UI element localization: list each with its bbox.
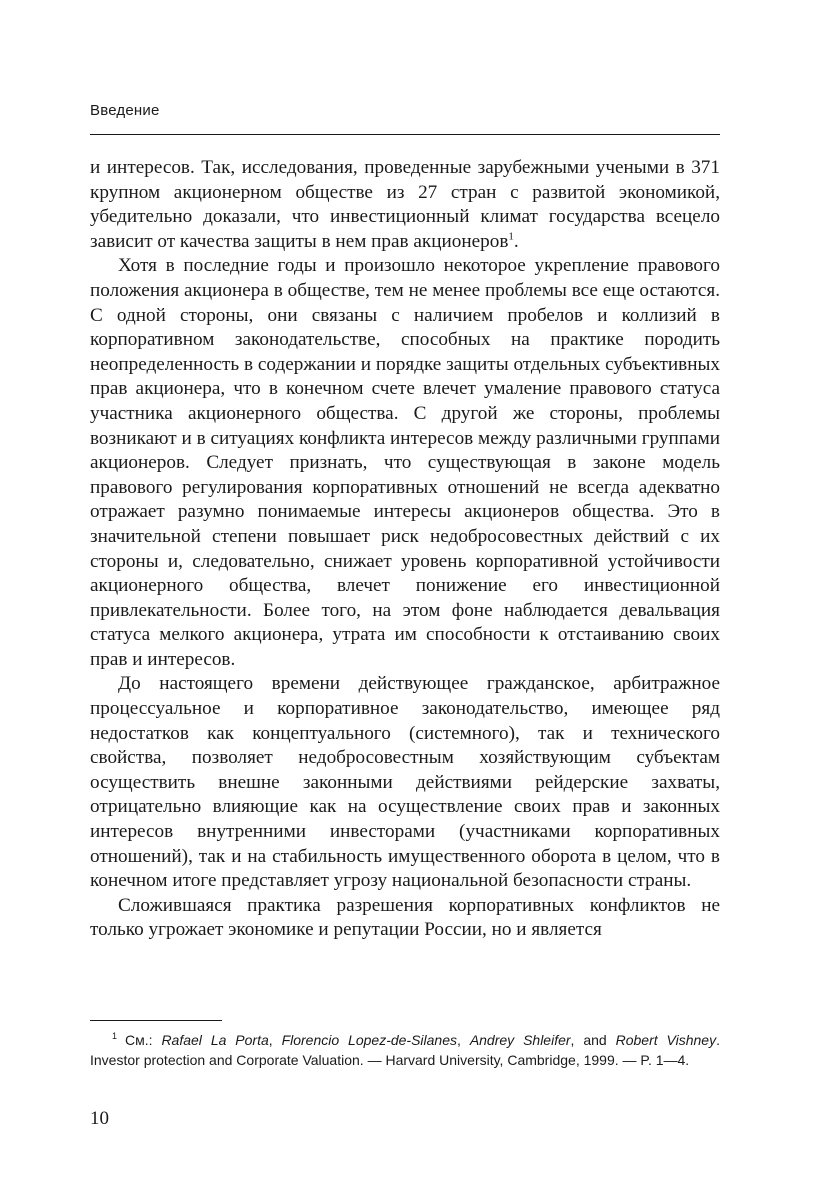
paragraph-4: Сложившаяся практика разрешения корпоративных конфликтов не только угрожает экономике и репутации России, но и является — [90, 894, 720, 941]
body-text — [90, 156, 720, 943]
footnote-author-1: Rafael La Porta — [161, 1032, 269, 1048]
paragraph-2: Хотя в последние годы и произошло некоторое укрепление правового положения акционера в обществе, тем не менее проблемы все еще остаются. С одной стороны, они связаны с наличием пробелов и коллизий в корпоративном законодательстве, способных на практике породить неопределенность в содержании и порядке защиты отдельных субъективных прав акционера, что в конечном счете влечет умаление правового статуса участника акционерного общества. С другой же стороны, проблемы возникают и в ситуациях конфликта интересов между различными группами акционеров. Следует признать, что существующая в законе модель правового регулирования корпоративных отношений не всегда адекватно отражает разумно понимаемые интересы акционеров общества. Это в значительной степени повышает риск недобросовестных действий с их стороны и, следовательно, снижает уровень корпоративной устойчивости акционерного общества, влечет понижение его инвестиционной привлекательности. Более того, на этом фоне наблюдается девальвация статуса мелкого акционера, утрата им способности к отстаиванию своих прав и интересов. — [90, 255, 720, 670]
footnote-prefix: См.: — [125, 1032, 162, 1048]
footnote-mark: 1 — [112, 1031, 118, 1042]
footnote-reference: 1 — [508, 230, 514, 243]
footnote-author-4: Robert Vishney — [615, 1032, 717, 1048]
footnote-divider — [90, 1020, 222, 1021]
header-divider — [90, 134, 720, 135]
footnote-rest: . Investor protection and Corporate Valuation. — Harvard University, Cambridge, 1999. — P. 1—4. — [90, 1032, 720, 1068]
page-number: 10 — [90, 1108, 109, 1129]
footnote-author-2: Florencio Lopez-de-Silanes — [281, 1032, 458, 1048]
footnote-sep-1: , — [268, 1032, 282, 1048]
running-head: Введение — [90, 102, 160, 119]
paragraph-1-end: . — [513, 230, 519, 252]
footnote — [90, 1030, 720, 1070]
footnote-author-3: Andrey Shleifer — [469, 1032, 571, 1048]
footnote-sep-2: , — [457, 1032, 470, 1048]
paragraph-1 — [90, 156, 720, 254]
paragraph-1-text: и интересов. Так, исследования, проведенные зарубежными учеными в 371 крупном акционерном обществе из 27 стран с развитой экономикой, убедительно доказали, что инвестиционный климат государства всецело зависит от качества защиты в нем прав акционеров — [90, 157, 720, 252]
footnote-sep-3: , and — [570, 1032, 616, 1048]
paragraph-3: До настоящего времени действующее гражданское, арбитражное процессуальное и корпоративное законодательство, имеющее ряд недостатков как концептуального (системного), так и технического свойства, позволяет недобросовестным хозяйствующим субъектам осуществить внешне законными действиями рейдерские захваты, отрицательно влияющие как на осуществление своих прав и законных интересов внутренними инвесторами (участниками корпоративных отношений), так и на стабильность имущественного оборота в целом, что в конечном итоге представляет угрозу национальной безопасности страны. — [90, 673, 720, 892]
